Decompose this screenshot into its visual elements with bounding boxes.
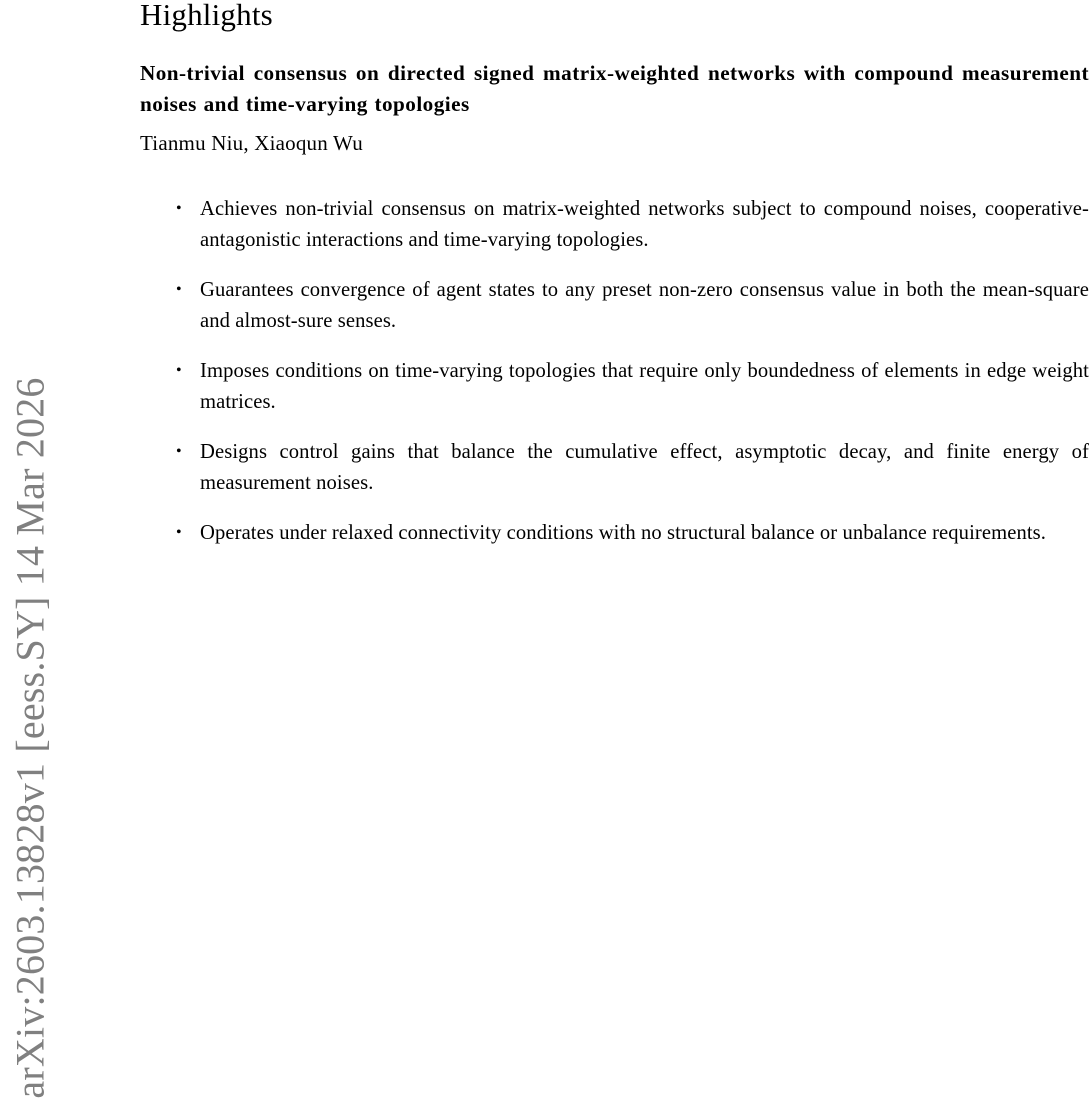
highlights-list xyxy=(176,194,1089,569)
highlight-text: Operates under relaxed connectivity conditions with no structural balance or unbalance requirements. xyxy=(200,522,1047,544)
bullet-icon: • xyxy=(176,443,182,460)
paper-authors: Tianmu Niu, Xiaoqun Wu xyxy=(140,131,363,155)
highlight-text: Imposes conditions on time-varying topologies that require only boundedness of elements in edge weight matrices. xyxy=(200,360,1089,413)
bullet-icon: • xyxy=(176,524,182,541)
paper-title: Non-trivial consensus on directed signed matrix-weighted networks with compound measurement noises and time-varying topologies xyxy=(140,61,1089,116)
bullet-icon: • xyxy=(176,200,182,217)
highlight-item xyxy=(176,194,1089,255)
highlight-item xyxy=(176,275,1089,336)
highlight-item xyxy=(176,518,1089,549)
highlight-item xyxy=(176,356,1089,417)
arxiv-identifier-text: arXiv:2603.13828v1 [eess.SY] 14 Mar 2026 xyxy=(7,377,53,1099)
section-heading: Highlights xyxy=(140,0,273,32)
highlight-text: Designs control gains that balance the cumulative effect, asymptotic decay, and finite energy of measurement noises. xyxy=(200,441,1089,494)
bullet-icon: • xyxy=(176,281,182,298)
highlight-text: Guarantees convergence of agent states to any preset non-zero consensus value in both the mean-square and almost-sure senses. xyxy=(200,279,1089,332)
highlight-item xyxy=(176,437,1089,498)
bullet-icon: • xyxy=(176,362,182,379)
arxiv-identifier-stamp xyxy=(0,0,60,1118)
highlight-text: Achieves non-trivial consensus on matrix-weighted networks subject to compound noises, cooperative-antagonistic interactions and time-varying topologies. xyxy=(200,198,1089,251)
